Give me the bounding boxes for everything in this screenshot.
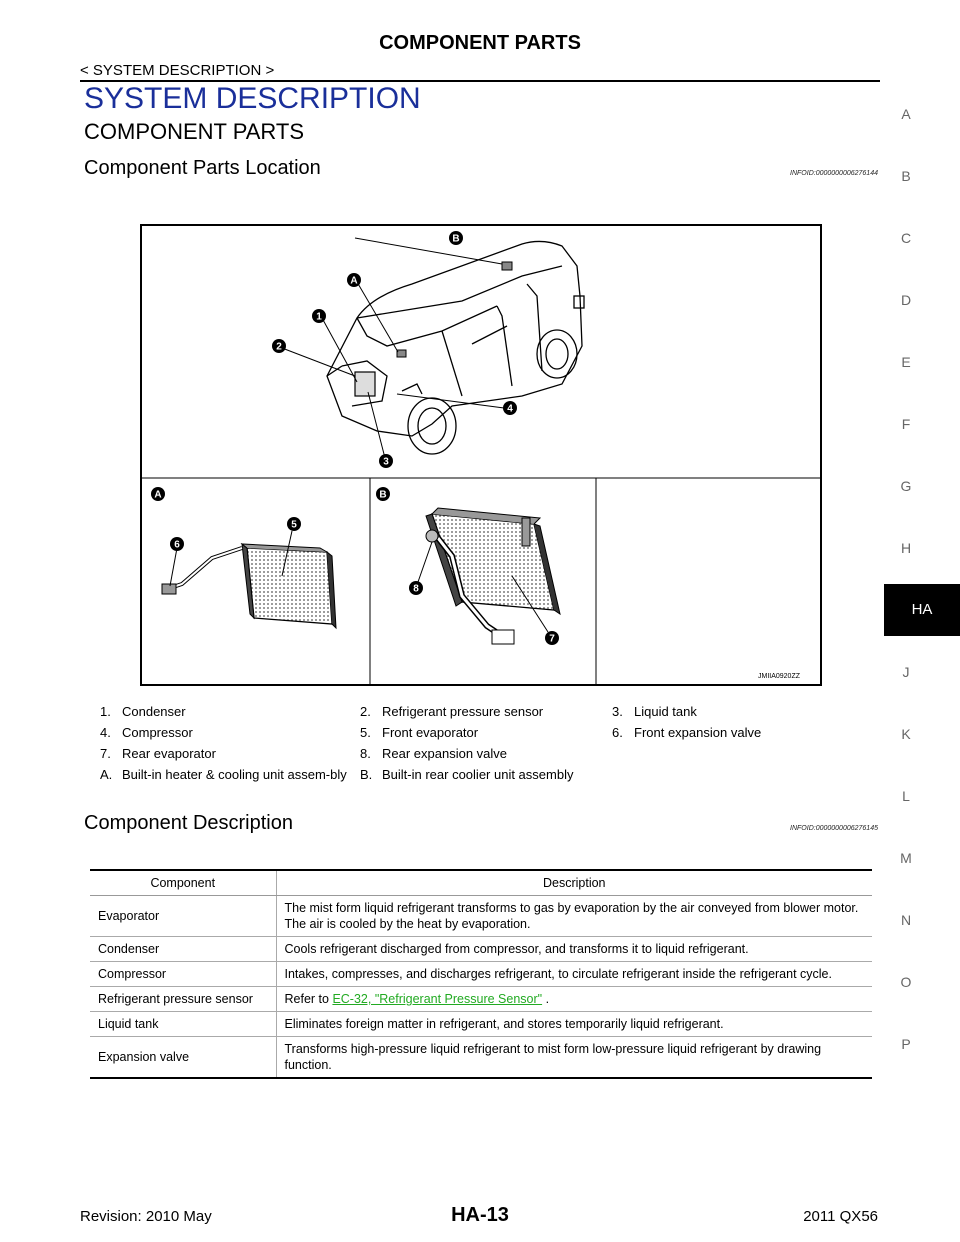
cell-component: Refrigerant pressure sensor bbox=[90, 987, 276, 1012]
callout-2 bbox=[272, 339, 286, 353]
side-index-letter[interactable]: D bbox=[900, 292, 912, 308]
main-heading: SYSTEM DESCRIPTION bbox=[84, 82, 421, 115]
callout-3 bbox=[379, 454, 393, 468]
cell-component: Expansion valve bbox=[90, 1037, 276, 1079]
table-header-row bbox=[90, 870, 872, 896]
svg-text:5: 5 bbox=[291, 519, 297, 531]
callout-A bbox=[347, 273, 361, 287]
table-row bbox=[90, 962, 872, 987]
condenser-marker bbox=[355, 372, 375, 396]
side-index-letter[interactable]: B bbox=[901, 168, 911, 184]
svg-text:7: 7 bbox=[549, 633, 555, 645]
column-header-component: Component bbox=[90, 870, 276, 896]
cell-component: Evaporator bbox=[90, 896, 276, 937]
footer-model: 2011 QX56 bbox=[803, 1208, 878, 1225]
callout-B bbox=[449, 231, 463, 245]
side-index-letter[interactable]: G bbox=[900, 478, 912, 494]
cell-description: Transforms high-pressure liquid refrigerant to mist form low-pressure liquid refrigerant by drawing function. bbox=[276, 1037, 872, 1079]
svg-text:6: 6 bbox=[174, 539, 180, 551]
figure-code: JMIIA0920ZZ bbox=[757, 673, 800, 680]
cell-description: The mist form liquid refrigerant transforms to gas by evaporation by the air conveyed from blower motor. The air is cooled by the heat by evaporation. bbox=[276, 896, 872, 937]
cell-description: Intakes, compresses, and discharges refrigerant, to circulate refrigerant inside the refrigerant cycle. bbox=[276, 962, 872, 987]
side-index-letter[interactable]: M bbox=[900, 850, 912, 866]
legend-item: 7. Rear evaporator bbox=[100, 746, 216, 761]
description-infoid: INFOID:0000000006276145 bbox=[790, 825, 878, 832]
table-row bbox=[90, 1012, 872, 1037]
table-row bbox=[90, 937, 872, 962]
component-illustration bbox=[142, 226, 820, 684]
description-heading: Component Description bbox=[84, 812, 293, 834]
side-index-letter[interactable]: P bbox=[901, 1036, 911, 1052]
legend-item: 4. Compressor bbox=[100, 725, 193, 740]
side-index-letter[interactable]: J bbox=[902, 664, 910, 680]
vehicle-outline bbox=[327, 241, 584, 454]
table-row bbox=[90, 987, 872, 1012]
side-index-letter[interactable]: N bbox=[900, 912, 912, 928]
legend-item: 5. Front evaporator bbox=[360, 725, 479, 740]
footer-revision: Revision: 2010 May bbox=[80, 1208, 212, 1225]
component-location-figure bbox=[140, 224, 822, 686]
front-evaporator-drawing bbox=[162, 544, 336, 628]
svg-text:A: A bbox=[154, 489, 162, 501]
side-index-letter[interactable]: O bbox=[900, 974, 912, 990]
front-unit-marker bbox=[397, 350, 406, 357]
callout-7 bbox=[545, 631, 559, 645]
side-index-letter[interactable]: C bbox=[900, 230, 912, 246]
side-index-letter-active[interactable]: HA bbox=[884, 584, 960, 636]
location-heading: Component Parts Location bbox=[84, 157, 321, 179]
legend-item: B. Built-in rear coolier unit assembly bbox=[360, 767, 574, 782]
legend-item: 2. Refrigerant pressure sensor bbox=[360, 704, 544, 719]
table-row bbox=[90, 896, 872, 937]
side-index-letter[interactable]: K bbox=[901, 726, 911, 742]
legend-item: 1. Condenser bbox=[100, 704, 186, 719]
side-index-letter[interactable]: E bbox=[901, 354, 911, 370]
svg-text:2: 2 bbox=[276, 341, 282, 353]
component-description-table bbox=[90, 869, 872, 1079]
panel-B-callout bbox=[376, 487, 390, 501]
legend-item: 3. Liquid tank bbox=[612, 704, 697, 719]
cell-component: Compressor bbox=[90, 962, 276, 987]
legend-item: 8. Rear expansion valve bbox=[360, 746, 508, 761]
svg-text:4: 4 bbox=[507, 403, 513, 415]
side-index-letter[interactable]: H bbox=[900, 540, 912, 556]
side-index-letter[interactable]: A bbox=[901, 106, 911, 122]
svg-text:8: 8 bbox=[413, 583, 419, 595]
footer-page-number: HA-13 bbox=[451, 1204, 509, 1226]
section-breadcrumb: < SYSTEM DESCRIPTION > bbox=[80, 62, 275, 79]
callout-1 bbox=[312, 309, 326, 323]
location-infoid: INFOID:0000000006276144 bbox=[790, 170, 878, 177]
callout-6 bbox=[170, 537, 184, 551]
legend-item: 6. Front expansion valve bbox=[612, 725, 762, 740]
rear-cooler-marker bbox=[502, 262, 512, 270]
legend-item: A. Built-in heater & cooling unit assem-bly bbox=[100, 767, 347, 782]
column-header-description: Description bbox=[276, 870, 872, 896]
cell-component: Liquid tank bbox=[90, 1012, 276, 1037]
callout-4 bbox=[503, 401, 517, 415]
callout-8 bbox=[409, 581, 423, 595]
svg-text:A: A bbox=[350, 275, 358, 287]
svg-text:B: B bbox=[452, 233, 460, 245]
description-prefix: Refer to bbox=[284, 992, 333, 1006]
svg-text:3: 3 bbox=[383, 456, 389, 468]
cell-description: Cools refrigerant discharged from compressor, and transforms it to liquid refrigerant. bbox=[276, 937, 872, 962]
running-header-title: COMPONENT PARTS bbox=[379, 32, 581, 54]
table-row bbox=[90, 1037, 872, 1079]
side-index-letter[interactable]: L bbox=[902, 788, 910, 804]
description-suffix: . bbox=[542, 992, 550, 1006]
side-index-letter[interactable]: F bbox=[901, 416, 911, 432]
rear-evaporator-drawing bbox=[426, 508, 560, 644]
cell-component: Condenser bbox=[90, 937, 276, 962]
svg-text:B: B bbox=[379, 489, 387, 501]
cell-description bbox=[276, 987, 872, 1012]
sub-heading: COMPONENT PARTS bbox=[84, 119, 305, 144]
svg-text:1: 1 bbox=[316, 311, 322, 323]
callout-5 bbox=[287, 517, 301, 531]
cross-reference-link[interactable]: EC-32, "Refrigerant Pressure Sensor" bbox=[332, 992, 543, 1006]
panel-A-callout bbox=[151, 487, 165, 501]
cell-description: Eliminates foreign matter in refrigerant, and stores temporarily liquid refrigerant. bbox=[276, 1012, 872, 1037]
